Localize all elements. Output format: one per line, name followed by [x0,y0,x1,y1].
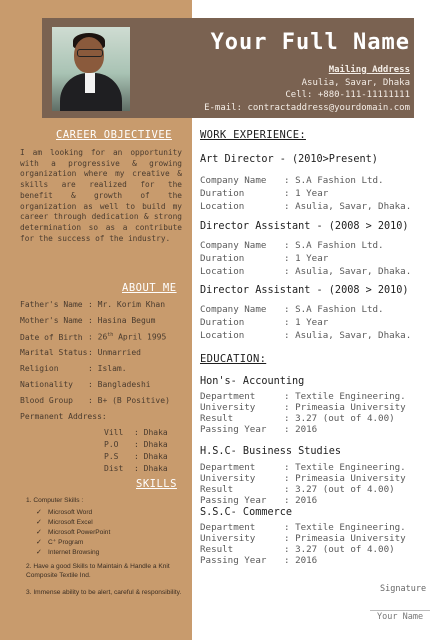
check-icon: ✓ [36,519,42,526]
degree-title: Hon's- Accounting [200,376,305,387]
email-line: E-mail: contractaddress@yourdomain.com [204,102,410,113]
mailing-address-label: Mailing Address [328,65,410,75]
job-row: Location : Asulia, Savar, Dhaka. [200,266,412,277]
fact-row: Blood Group : B+ (B Positive) [20,396,170,405]
edu-row: Department : Textile Engineering. [200,522,406,533]
edu-row: Department : Textile Engineering. [200,391,406,402]
fact-row: Father's Name : Mr. Korim Khan [20,300,166,309]
check-icon: ✓ [36,549,42,556]
job-row: Duration : 1 Year [200,253,329,264]
skill-item: 1. Computer Skills : [26,497,84,504]
job-row: Location : Asulia, Savar, Dhaka. [200,201,412,212]
skills-heading: SKILLS [136,478,177,490]
job-title: Director Assistant - (2008 > 2010) [200,221,409,232]
job-title: Art Director - (2010>Present) [200,154,378,165]
check-icon: ✓ [36,539,42,546]
profile-photo [52,27,130,111]
job-row: Duration : 1 Year [200,188,329,199]
edu-row: Result : 3.27 (out of 4.00) [200,413,395,424]
fact-row: Religion : Islam. [20,364,127,373]
skill-subitem: ✓ Microsoft Excel [36,519,93,526]
fact-row: Nationality : Bangladeshi [20,380,151,389]
full-name: Your Full Name [210,30,410,55]
check-icon: ✓ [36,529,42,536]
address-row: Dist : Dhaka [104,464,168,473]
job-title: Director Assistant - (2008 > 2010) [200,285,409,296]
address-row: P.O : Dhaka [104,440,168,449]
address-row: P.S : Dhaka [104,452,168,461]
job-row: Duration : 1 Year [200,317,329,328]
job-row: Company Name : S.A Fashion Ltd. [200,175,384,186]
edu-row: Department : Textile Engineering. [200,462,406,473]
address-row: Vill : Dhaka [104,428,168,437]
edu-row: Passing Year : 2016 [200,424,318,435]
address-line: Asulia, Savar, Dhaka [301,77,410,88]
degree-title: H.S.C- Business Studies [200,446,342,457]
skill-subitem: ✓ Microsoft Word [36,509,93,516]
objective-heading: CAREER OBJECTIVEE [56,129,172,141]
contact-block [204,64,410,114]
signature-line [370,610,430,611]
permanent-address-label: Permanent Address: [20,412,107,421]
skill-item: 3. Immense ability to be alert, careful & responsibility. [26,589,182,596]
skill-subitem: ✓ C⁺ Program [36,539,84,546]
fact-row: Marital Status: Unmarried [20,348,141,357]
education-heading: EDUCATION: [200,353,267,365]
check-icon: ✓ [36,509,42,516]
edu-row: Passing Year : 2016 [200,495,318,506]
work-heading: WORK EXPERIENCE: [200,129,306,141]
edu-row: University : Primeasia University [200,402,406,413]
edu-row: Result : 3.27 (out of 4.00) [200,544,395,555]
objective-text: I am looking for an opportunity with a progressive & growing organization where my creative & skills are realized for the benefit & growth of the organization as well to build my career through dedication & strong determination so as a contribute for the success of the industry. [20,148,182,243]
skill-subitem: ✓ Microsoft PowerPoint [36,529,111,536]
signature-name: Your Name [377,612,424,622]
fact-row: Mother's Name : Hasina Begum [20,316,156,325]
edu-row: Result : 3.27 (out of 4.00) [200,484,395,495]
edu-row: Passing Year : 2016 [200,555,318,566]
job-row: Company Name : S.A Fashion Ltd. [200,304,384,315]
edu-row: University : Primeasia University [200,473,406,484]
skill-item: 2. Have a good Skills to Maintain & Handle a Knit Composite Textile Ind. [26,563,170,579]
job-row: Company Name : S.A Fashion Ltd. [200,240,384,251]
cell-line: Cell: +880-111-11111111 [285,90,410,100]
degree-title: S.S.C- Commerce [200,507,293,518]
skill-subitem: ✓ Internet Browsing [36,549,100,556]
job-row: Location : Asulia, Savar, Dhaka. [200,330,412,341]
edu-row: University : Primeasia University [200,533,406,544]
fact-row: Date of Birth : 26th April 1995 [20,332,167,342]
about-heading: ABOUT ME [122,282,177,294]
signature-label: Signature [380,584,427,594]
